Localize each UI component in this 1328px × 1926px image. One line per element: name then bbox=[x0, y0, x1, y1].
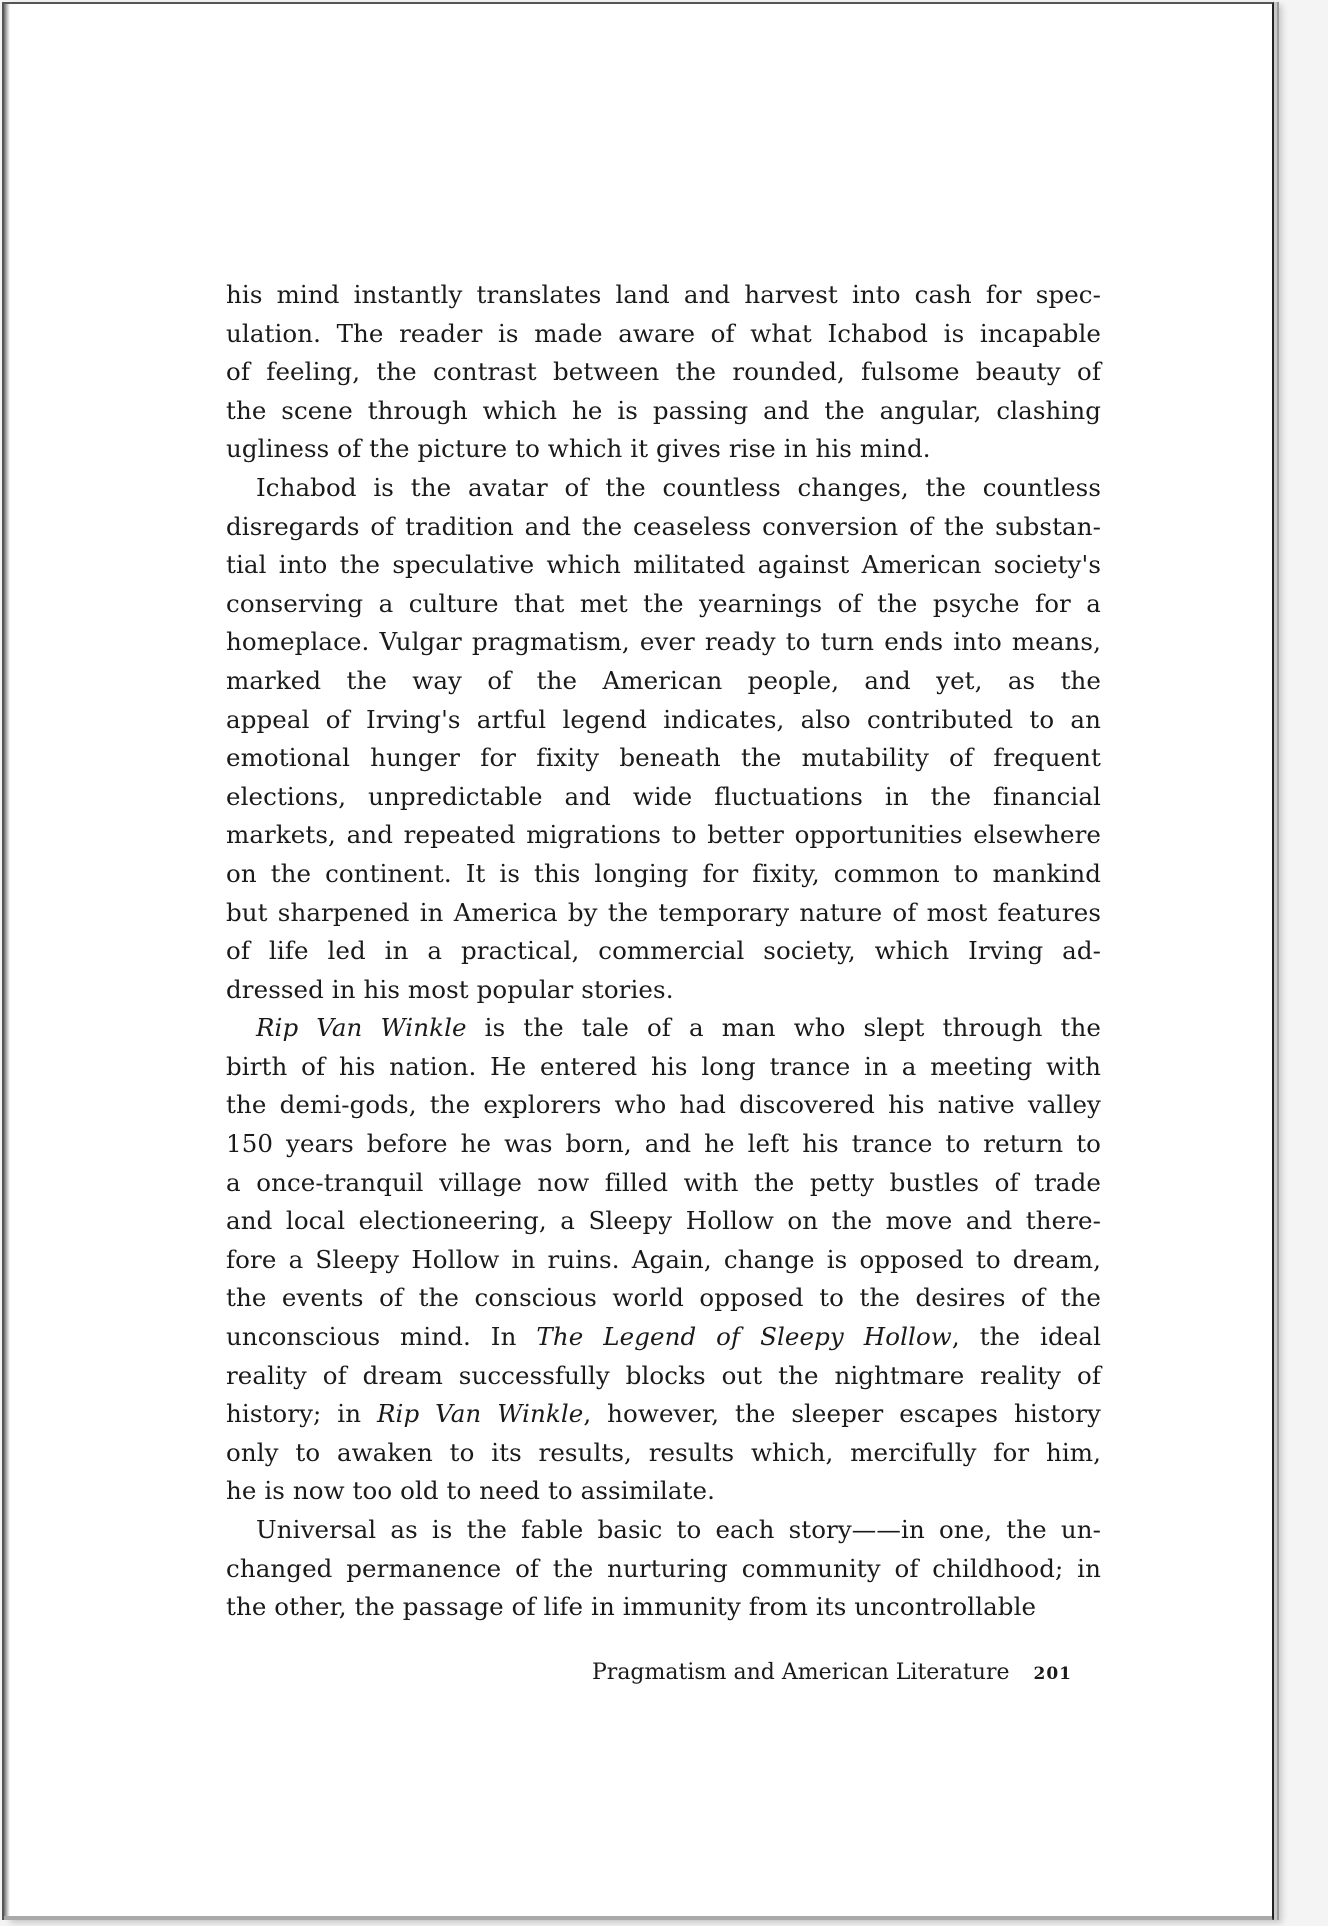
text-line: history; in Rip Van Winkle, however, the sleeper escapes history bbox=[226, 1399, 1102, 1429]
text-line: emotional hunger for fixity beneath the mutability of frequent bbox=[226, 743, 1101, 773]
text-line: the scene through which he is passing and the angular, clashing bbox=[226, 395, 1101, 425]
italic-title: Rip Van Winkle bbox=[377, 1399, 584, 1429]
text-line: reality of dream successfully blocks out the nightmare reality of bbox=[226, 1360, 1101, 1390]
text-line: homeplace. Vulgar pragmatism, ever ready to turn ends into means, bbox=[226, 627, 1101, 657]
paragraph bbox=[226, 1511, 1101, 1627]
text-line: marked the way of the American people, and yet, as the bbox=[226, 665, 1101, 695]
italic-title: The Legend of Sleepy Hollow bbox=[536, 1322, 952, 1352]
text-line: disregards of tradition and the ceaseless conversion of the substan- bbox=[226, 511, 1101, 541]
text-line: 150 years before he was born, and he left his trance to return to bbox=[226, 1129, 1101, 1159]
text-line: the demi-gods, the explorers who had discovered his native valley bbox=[226, 1090, 1101, 1120]
text-line: on the continent. It is this longing for fixity, common to mankind bbox=[226, 858, 1101, 888]
text-line: Ichabod is the avatar of the countless changes, the countless bbox=[256, 472, 1101, 502]
text-line: appeal of Irving's artful legend indicates, also contributed to an bbox=[226, 704, 1101, 734]
text-line: Universal as is the fable basic to each story——in one, the un- bbox=[256, 1515, 1101, 1544]
paragraph bbox=[226, 1009, 1101, 1511]
text-line: only to awaken to its results, results which, mercifully for him, bbox=[226, 1437, 1101, 1467]
text-line: but sharpened in America by the temporary nature of most features bbox=[226, 897, 1101, 927]
paragraph bbox=[226, 276, 1101, 469]
paragraph bbox=[226, 469, 1101, 1009]
text-line: the other, the passage of life in immunity from its uncontrollable bbox=[226, 1592, 1037, 1622]
text-line: ulation. The reader is made aware of what Ichabod is incapable bbox=[226, 318, 1101, 348]
text-line: changed permanence of the nurturing community of childhood; in bbox=[226, 1553, 1101, 1583]
italic-title: Rip Van Winkle bbox=[256, 1013, 467, 1043]
text-line: birth of his nation. He entered his long trance in a meeting with bbox=[226, 1051, 1101, 1081]
text-line: Rip Van Winkle is the tale of a man who slept through the bbox=[256, 1013, 1101, 1043]
text-line: dressed in his most popular stories. bbox=[226, 974, 674, 1004]
page-footer bbox=[592, 1660, 1072, 1685]
text-line: of life led in a practical, commercial society, which Irving ad- bbox=[226, 936, 1101, 966]
text-line: and local electioneering, a Sleepy Hollow on the move and there- bbox=[226, 1206, 1101, 1236]
text-line: his mind instantly translates land and harvest into cash for spec- bbox=[226, 280, 1101, 309]
text-line: conserving a culture that met the yearnings of the psyche for a bbox=[226, 588, 1101, 618]
page-number: 201 bbox=[1033, 1664, 1072, 1684]
page-edge bbox=[4, 1916, 1272, 1920]
running-title: Pragmatism and American Literature bbox=[592, 1660, 1010, 1685]
text-line: fore a Sleepy Hollow in ruins. Again, change is opposed to dream, bbox=[226, 1244, 1101, 1274]
book-page bbox=[2, 2, 1274, 1920]
text-line: tial into the speculative which militated against American society's bbox=[226, 550, 1101, 580]
body-text bbox=[226, 276, 1101, 1627]
text-line: of feeling, the contrast between the rounded, fulsome beauty of bbox=[226, 357, 1101, 387]
text-line: unconscious mind. In The Legend of Sleepy Hollow, the ideal bbox=[226, 1322, 1102, 1352]
text-line: elections, unpredictable and wide fluctuations in the financial bbox=[226, 781, 1101, 811]
text-line: he is now too old to need to assimilate. bbox=[226, 1476, 715, 1506]
text-line: a once-tranquil village now filled with the petty bustles of trade bbox=[226, 1167, 1101, 1197]
text-line: ugliness of the picture to which it gives rise in his mind. bbox=[226, 434, 931, 464]
text-line: the events of the conscious world opposed to the desires of the bbox=[226, 1283, 1101, 1313]
text-line: markets, and repeated migrations to better opportunities elsewhere bbox=[226, 820, 1101, 850]
